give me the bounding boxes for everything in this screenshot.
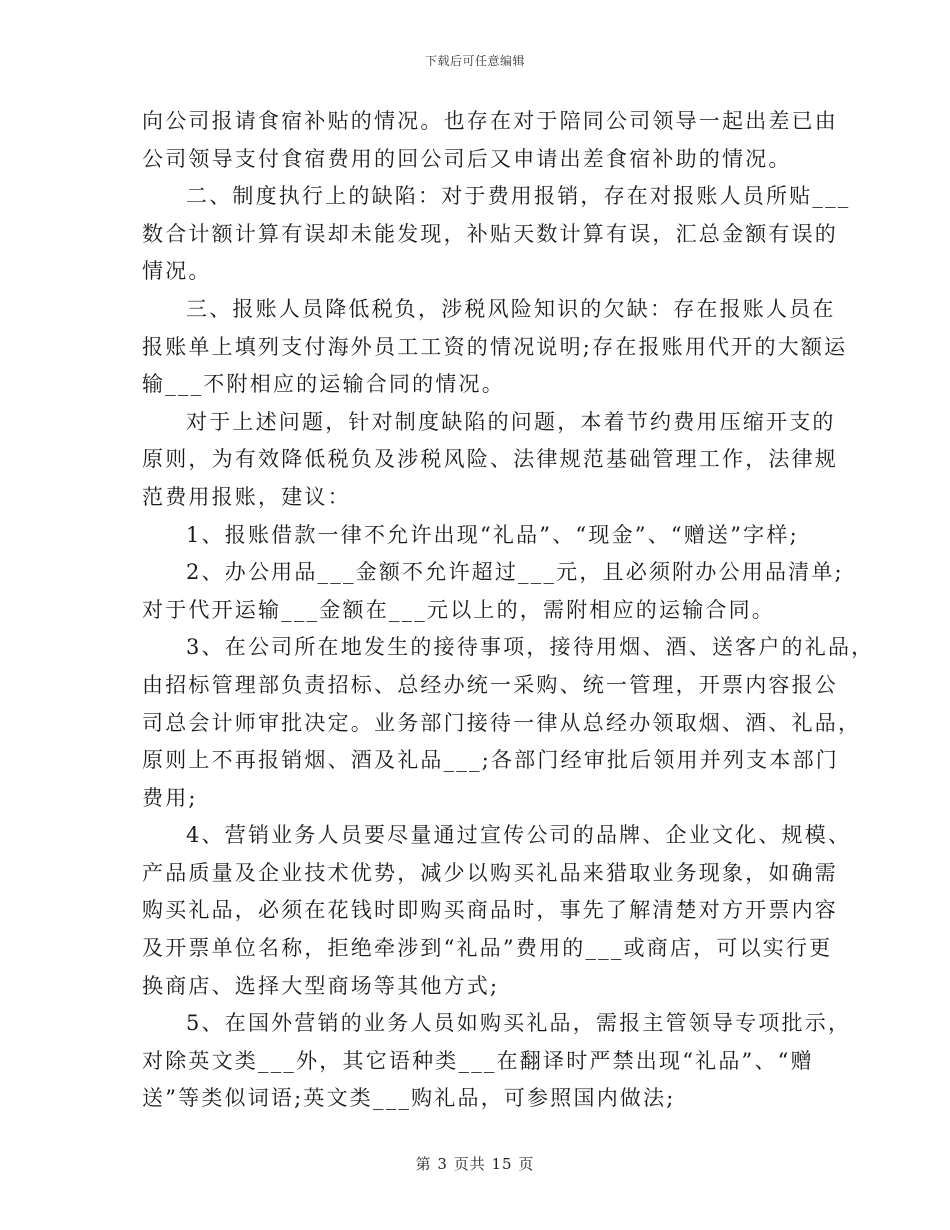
text-line: 5、在国外营销的业务人员如购买礼品，需报主管领导专项批示，: [186, 1011, 852, 1036]
page-header: 下载后可任意编辑: [424, 54, 525, 68]
text-line: 司总会计师审批决定。业务部门接待一律从总经办领取烟、酒、礼品，: [142, 710, 862, 735]
text-line: 及开票单位名称，拒绝牵涉到“礼品”费用的___或商店，可以实行更: [142, 936, 833, 961]
text-line: 二、制度执行上的缺陷：对于费用报销，存在对报账人员所贴___: [186, 184, 851, 209]
text-line: 对于上述问题，针对制度缺陷的问题，本着节约费用压缩开支的: [186, 409, 836, 434]
text-line: 公司领导支付食宿费用的回公司后又申请出差食宿补助的情况。: [142, 146, 792, 171]
text-line: 2、办公用品___金额不允许超过___元，且必须附办公用品清单;: [186, 560, 844, 585]
document-body: [142, 103, 875, 1118]
text-line: 购买礼品，必须在花钱时即购买商品时，事先了解清楚对方开票内容: [142, 898, 838, 923]
text-line: 输___不附相应的运输合同的情况。: [142, 372, 505, 397]
text-line: 情况。: [142, 259, 212, 284]
text-line: 1、报账借款一律不允许出现“礼品”、“现金”、“赠送”字样;: [186, 522, 799, 547]
text-line: 产品质量及企业技术优势，减少以购买礼品来猎取业务现象，如确需: [142, 860, 838, 885]
text-line: 报账单上填列支付海外员工工资的情况说明;存在报账用代开的大额运: [142, 334, 848, 359]
text-line: 由招标管理部负责招标、总经办统一采购、统一管理，开票内容报公: [142, 672, 838, 697]
text-line: 换商店、选择大型商场等其他方式;: [142, 973, 500, 998]
text-line: 向公司报请食宿补贴的情况。也存在对于陪同公司领导一起出差已由: [142, 109, 838, 133]
text-line: 原则上不再报销烟、酒及礼品___;各部门经审批后领用并列支本部门: [142, 748, 839, 773]
text-line: 原则，为有效降低税负及涉税风险、法律规范基础管理工作，法律规: [142, 447, 838, 472]
text-line: 送”等类似词语;英文类___购礼品，可参照国内做法;: [142, 1086, 676, 1111]
page-footer: 第 3 页共 15 页: [415, 1155, 535, 1173]
text-line: 费用;: [142, 785, 198, 810]
text-line: 三、报账人员降低税负，涉税风险知识的欠缺：存在报账人员在: [186, 296, 836, 321]
text-line: 对于代开运输___金额在___元以上的，需附相应的运输合同。: [142, 597, 775, 622]
text-line: 数合计额计算有误却未能发现，补贴天数计算有误，汇总金额有误的: [142, 221, 838, 246]
text-line: 3、在公司所在地发生的接待事项，接待用烟、酒、送客户的礼品，: [186, 635, 875, 660]
text-line: 范费用报账，建议：: [142, 484, 351, 509]
text-line: 4、营销业务人员要尽量通过宣传公司的品牌、企业文化、规模、: [186, 823, 852, 848]
text-line: 对除英文类___外，其它语种类___在翻译时严禁出现“礼品”、“赠: [142, 1048, 814, 1073]
